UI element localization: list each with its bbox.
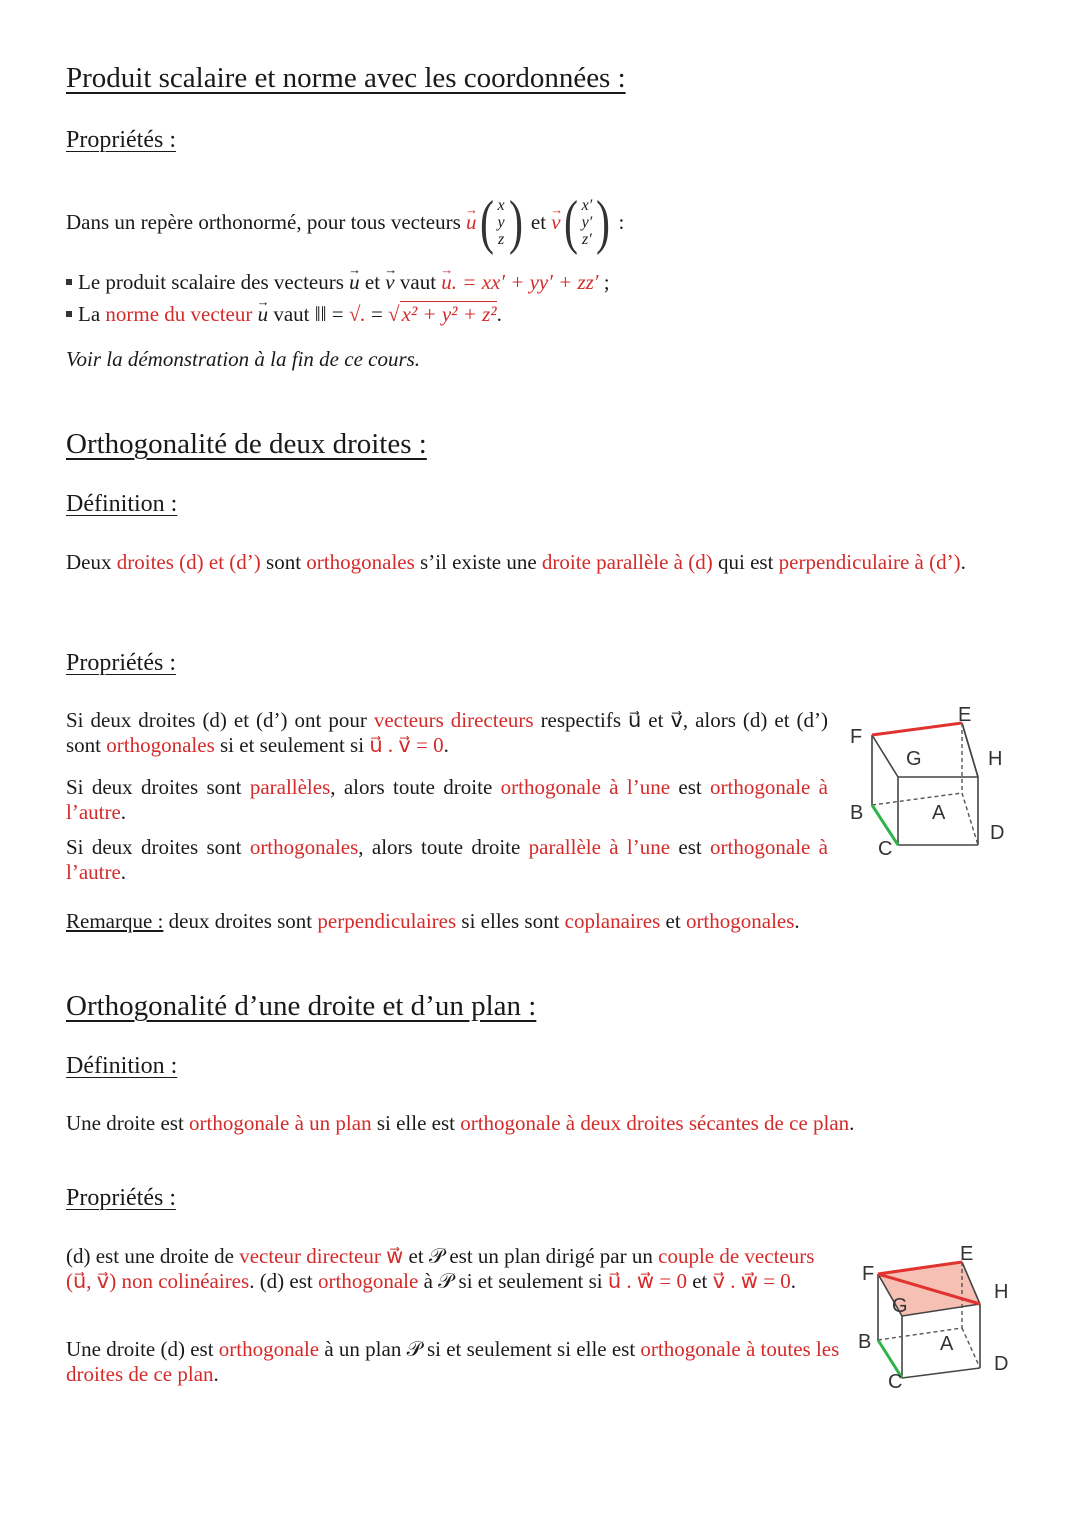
u-y: y <box>497 213 505 231</box>
highlight-text: orthogonale à deux droites sécantes de ce plan <box>460 1111 850 1135</box>
bullet2-eq: = <box>370 302 383 326</box>
highlight-text: droite parallèle à (d) <box>541 550 713 574</box>
properties-heading-1: Propriétés : <box>66 127 176 153</box>
bullet1-text-a: Le produit scalaire des vecteurs <box>78 270 344 294</box>
cube-diagram-1 <box>840 705 1020 865</box>
body-text: . <box>120 800 127 824</box>
colon: : <box>618 209 625 234</box>
highlight-text: orthogonales <box>249 835 359 859</box>
section-title-scalar-product: Produit scalaire et norme avec les coordonnées : <box>66 62 626 94</box>
body-text: . <box>794 909 800 933</box>
body-text: . <box>849 1111 855 1135</box>
remark-label: Remarque : <box>66 909 164 933</box>
bullet-square-icon <box>66 279 72 285</box>
body-text: Si deux droites sont <box>66 775 250 799</box>
highlight-text: parallèles <box>249 775 331 799</box>
u-x: x <box>497 196 505 214</box>
label-f: F <box>862 1263 875 1285</box>
body-text: , alors toute droite <box>358 835 529 859</box>
body-text: si et seulement si <box>214 733 370 757</box>
highlight-text: vecteurs directeurs <box>373 708 534 732</box>
body-text: et <box>686 1269 713 1293</box>
bullet2-text-a: La <box>78 302 101 326</box>
highlight-text: couple de vecteurs (u⃗, v⃗) non colinéaires <box>66 1244 815 1293</box>
body-text: . <box>443 733 449 757</box>
body-text: s’il existe une <box>414 550 542 574</box>
highlight-text: perpendiculaire à (d’) <box>778 550 961 574</box>
property-line-plane-vectors <box>66 1244 842 1294</box>
demo-note: Voir la démonstration à la fin de ce cours. <box>66 347 421 371</box>
highlight-text: u⃗ . v⃗ = 0 <box>369 733 444 757</box>
label-h: H <box>994 1281 1009 1303</box>
bullet2-text-b: vaut ‖‖ = <box>273 302 344 326</box>
body-text: (d) est une droite de <box>66 1244 240 1268</box>
highlight-text: perpendiculaires <box>317 909 457 933</box>
body-text: sont <box>260 550 307 574</box>
vector-v: → v <box>551 210 560 235</box>
body-text: est <box>670 775 711 799</box>
section-title-orthogonal-lines: Orthogonalité de deux droites : <box>66 428 427 460</box>
bullet2-formula: √. <box>348 302 366 326</box>
body-text: si elles sont <box>456 909 565 933</box>
edge-fbc <box>872 735 898 845</box>
body-text: . <box>960 550 966 574</box>
label-b: B <box>850 802 864 824</box>
label-g: G <box>892 1295 908 1317</box>
property-parallel <box>66 775 828 825</box>
vector-u: → u <box>466 210 477 235</box>
hidden-ad <box>962 793 978 845</box>
u-z: z <box>497 230 505 248</box>
highlight-text: vecteur directeur w⃗ <box>239 1244 404 1268</box>
highlight-text: orthogonale <box>318 1269 419 1293</box>
properties-heading-2: Propriétés : <box>66 650 176 676</box>
label-a: A <box>940 1333 954 1355</box>
highlight-text: droites (d) et (d’) <box>116 550 261 574</box>
bullet1-text-b: vaut <box>399 270 437 294</box>
bullet1-end: ; <box>603 270 610 294</box>
label-h: H <box>988 748 1003 770</box>
highlight-text: orthogonale à un plan <box>189 1111 372 1135</box>
v-x: x′ <box>581 196 593 214</box>
label-d: D <box>990 822 1005 844</box>
body-text: Une droite (d) est <box>66 1337 219 1361</box>
body-text: respectifs u⃗ et v⃗, alors (d) et (d’) sont <box>66 708 828 757</box>
highlight-text: v⃗ . w⃗ = 0 <box>712 1269 791 1293</box>
highlight-text: orthogonales <box>106 733 215 757</box>
body-text: est <box>670 835 711 859</box>
highlight-text: orthogonales <box>306 550 415 574</box>
body-text: . <box>120 860 127 884</box>
highlight-text: orthogonale à l’autre <box>66 835 828 884</box>
highlight-text: orthogonale à toutes les droites de ce plan <box>66 1337 840 1386</box>
highlight-text: orthogonale à l’autre <box>66 775 828 824</box>
v-z: z′ <box>582 230 592 248</box>
label-b: B <box>858 1331 872 1353</box>
body-text: et 𝒫 est un plan dirigé par un <box>403 1244 659 1268</box>
body-text: si elle est <box>371 1111 461 1135</box>
bullet-scalar-product: Le produit scalaire des vecteurs → u et → v vaut → u. = xx′ + yy′ + zz′ ; <box>66 270 610 295</box>
v-y: y′ <box>581 213 593 231</box>
property-lines-vectors <box>66 708 828 758</box>
body-text: deux droites sont <box>163 909 318 933</box>
bullet2-red: norme du vecteur <box>105 302 253 326</box>
definition-heading-2: Définition : <box>66 1053 178 1079</box>
section-title-line-plane: Orthogonalité d’une droite et d’un plan : <box>66 990 537 1022</box>
bullet1-formula: → u. = xx′ + yy′ + zz′ <box>441 270 598 294</box>
definition-line-plane <box>66 1111 854 1136</box>
intro-line <box>66 184 624 260</box>
label-e: E <box>960 1243 974 1265</box>
highlight-text: orthogonale <box>218 1337 320 1361</box>
body-text: Si deux droites (d) et (d’) ont pour <box>66 708 374 732</box>
red-edge-fe <box>872 723 962 735</box>
property-line-plane-all <box>66 1337 842 1387</box>
definition-heading-1: Définition : <box>66 491 178 517</box>
label-c: C <box>888 1371 903 1393</box>
remark <box>66 909 800 934</box>
body-text: . <box>790 1269 797 1293</box>
body-text: et <box>660 909 686 933</box>
highlight-text: parallèle à l’une <box>528 835 671 859</box>
body-text: Une droite est <box>66 1111 190 1135</box>
highlight-text: orthogonales <box>685 909 795 933</box>
label-d: D <box>994 1353 1009 1375</box>
body-text: à 𝒫 si et seulement si <box>418 1269 608 1293</box>
v-coordinates: ( x′ y′ z′ ) <box>563 189 611 255</box>
definition-lines <box>66 550 1026 575</box>
hidden-ba <box>872 793 962 805</box>
body-text: Si deux droites sont <box>66 835 250 859</box>
intro-text: Dans un repère orthonormé, pour tous vecteurs <box>66 209 461 234</box>
body-text: , alors toute droite <box>330 775 501 799</box>
cube-diagram-2 <box>848 1240 1028 1400</box>
body-text: à un plan 𝒫 si et seulement si elle est <box>319 1337 641 1361</box>
bullet2-sqrt: √x² + y² + z² <box>388 302 497 326</box>
label-g: G <box>906 748 922 770</box>
label-f: F <box>850 726 863 748</box>
highlight-text: u⃗ . w⃗ = 0 <box>607 1269 687 1293</box>
highlight-text: orthogonale à l’une <box>500 775 671 799</box>
property-orthogonal <box>66 835 828 885</box>
label-c: C <box>878 838 893 860</box>
bullet-norm: La norme du vecteur → u vaut ‖‖ = √. = √x² + y² + z². <box>66 302 502 327</box>
body-text: qui est <box>712 550 779 574</box>
label-e: E <box>958 705 972 726</box>
highlight-text: coplanaires <box>564 909 661 933</box>
body-text: . <box>213 1362 219 1386</box>
bullet-square-icon <box>66 311 72 317</box>
et-word: et <box>530 209 547 234</box>
body-text: . (d) est <box>249 1269 319 1293</box>
u-coordinates: ( x y z ) <box>479 189 523 255</box>
label-a: A <box>932 802 946 824</box>
edge-fb <box>872 735 898 777</box>
properties-heading-3: Propriétés : <box>66 1185 176 1211</box>
body-text: Deux <box>66 550 117 574</box>
